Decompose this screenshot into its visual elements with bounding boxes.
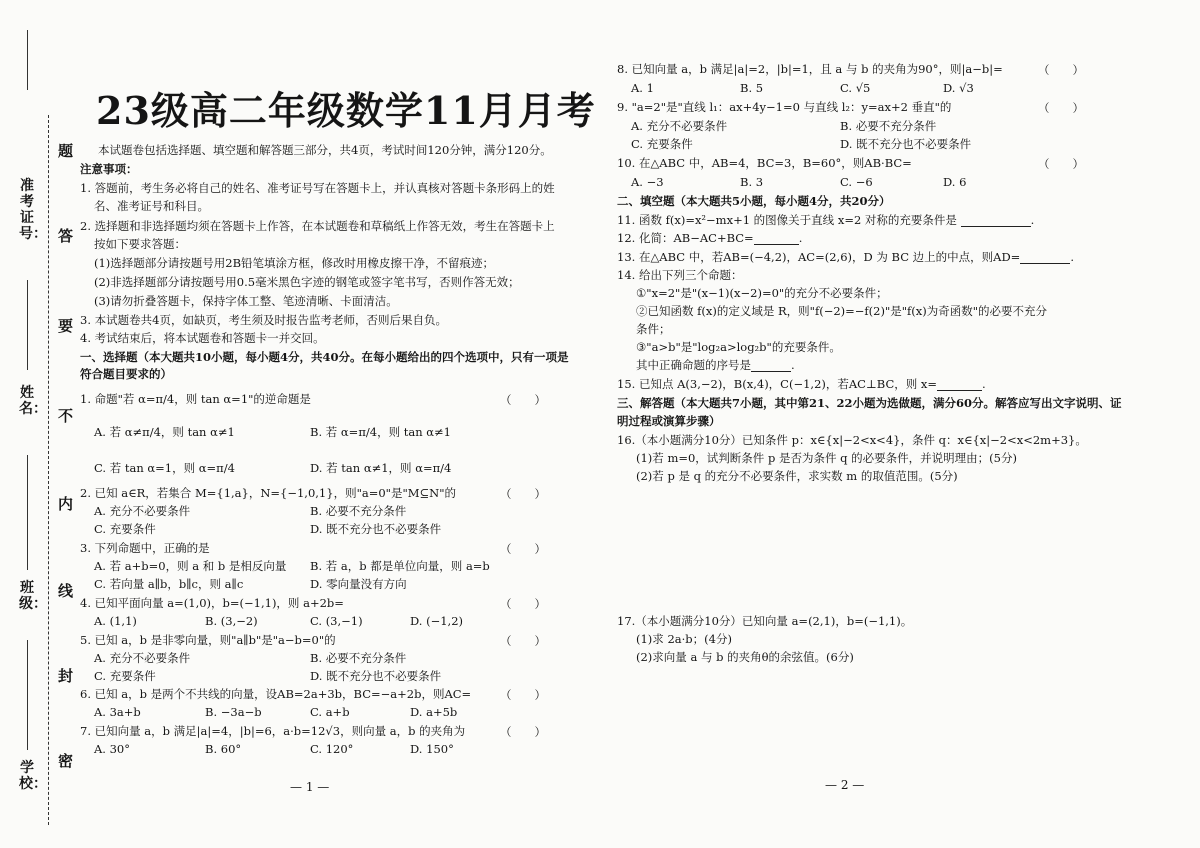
option-d: D. 既不充分也不必要条件 (310, 522, 442, 536)
option-d: D. (−1,2) (410, 614, 464, 628)
option-d: D. a+5b (410, 705, 458, 719)
notice-line: (3)请勿折叠答题卡，保持字体工整、笔迹清晰、卡面清洁。 (94, 294, 398, 308)
option-a: A. (1,1) (94, 614, 137, 628)
question-stem: 5. 已知 a，b 是非零向量，则"a∥b"是"a−b=0"的 (80, 633, 336, 647)
option-d: D. 6 (943, 175, 967, 189)
problem-stem: 16.（本小题满分10分）已知条件 p：x∈{x|−2<x<4}，条件 q：x∈{x|−2<x<2m+3}。 (617, 433, 1087, 447)
section-heading: 一、选择题（本大题共10小题，每小题4分，共40分。在每小题给出的四个选项中，只有一项是 (80, 350, 569, 364)
seal-char: 线 (58, 582, 74, 600)
fill-question-text: 12. 化简：AB−AC+BC= (617, 231, 754, 245)
question-stem: 7. 已知向量 a，b 满足|a|=4，|b|=6，a·b=12√3，则向量 a，b 的夹角为 (80, 724, 466, 738)
school-line (27, 640, 28, 750)
option-b: B. 60° (205, 742, 242, 756)
binding-dashed-line (48, 115, 49, 825)
option-a: A. 30° (94, 742, 130, 756)
seal-char: 密 (58, 752, 74, 770)
notice-line: 3. 本试题卷共4页，如缺页，考生须及时报告监考老师，否则后果自负。 (80, 313, 447, 327)
option-c: C. a+b (310, 705, 350, 719)
answer-bracket: （ ） (1038, 101, 1084, 115)
statement-line: ②已知函数 f(x)的定义域是 R，则"f(−2)=−f(2)"是"f(x)为奇函数"的必要不充分 (636, 304, 1048, 318)
class-label: 班级： (19, 580, 47, 612)
admission-no-label: 准考证号： (19, 178, 47, 242)
answer-blank (961, 216, 1031, 227)
answer-bracket: （ ） (500, 393, 546, 407)
option-b: B. 5 (740, 81, 764, 95)
fill-question: 13. 在△ABC 中，若AB=(−4,2)，AC=(2,6)，D 为 BC 边上的中点，则AD= . (617, 250, 1074, 264)
question-stem: 9. "a=2"是"直线 l₁：ax+4y−1=0 与直线 l₂：y=ax+2 垂直"的 (617, 100, 952, 114)
page-number: — 1 — (290, 780, 330, 794)
notice-line: 4. 考试结束后，将本试题卷和答题卡一并交回。 (80, 331, 325, 345)
fill-question: 11. 函数 f(x)=x²−mx+1 的图像关于直线 x=2 对称的充要条件是 . (617, 213, 1035, 227)
option-b: B. 若 α=π/4，则 tan α≠1 (310, 425, 451, 439)
answer-bracket: （ ） (500, 542, 546, 556)
option-d: D. 既不充分也不必要条件 (840, 137, 972, 151)
fill-question: 12. 化简：AB−AC+BC= . (617, 231, 803, 245)
option-a: A. 充分不必要条件 (631, 119, 728, 133)
option-d: D. 既不充分也不必要条件 (310, 669, 442, 683)
section-heading: 三、解答题（本大题共7小题，其中第21、22小题为选做题，满分60分。解答应写出文字说明、证 (617, 396, 1122, 410)
notice-line: 2. 选择题和非选择题均须在答题卡上作答，在本试题卷和草稿纸上作答无效，考生在答题卡上 (80, 219, 555, 233)
notice-line: 按如下要求答题： (94, 237, 186, 251)
option-a: A. 若 α≠π/4，则 tan α≠1 (94, 425, 235, 439)
option-c: C. 充要条件 (631, 137, 693, 151)
option-a: A. 1 (631, 81, 654, 95)
option-d: D. 零向量没有方向 (310, 577, 407, 591)
answer-blank (754, 234, 799, 245)
option-c: C. (3,−1) (310, 614, 363, 628)
option-b: B. 必要不充分条件 (310, 651, 407, 665)
option-a: A. 充分不必要条件 (94, 651, 191, 665)
answer-bracket: （ ） (500, 688, 546, 702)
statement-line: 条件； (636, 322, 671, 336)
option-d: D. 若 tan α≠1，则 α=π/4 (310, 461, 452, 475)
sub-question: (2)求向量 a 与 b 的夹角θ的余弦值。(6分) (636, 650, 854, 664)
question-stem: 4. 已知平面向量 a=(1,0)，b=(−1,1)，则 a+2b= (80, 596, 344, 610)
question-stem: 6. 已知 a，b 是两个不共线的向量，设AB=2a+3b，BC=−a+2b，则AC= (80, 687, 472, 701)
option-a: A. 若 a+b=0，则 a 和 b 是相反向量 (94, 559, 287, 573)
notice-line: 1. 答题前，考生务必将自己的姓名、准考证号写在答题卡上，并认真核对答题卡条形码上的姓 (80, 181, 555, 195)
fill-question-text: 11. 函数 f(x)=x²−mx+1 的图像关于直线 x=2 对称的充要条件是 (617, 213, 957, 227)
option-d: D. 150° (410, 742, 454, 756)
answer-bracket: （ ） (500, 634, 546, 648)
option-b: B. 必要不充分条件 (310, 504, 407, 518)
seal-char: 要 (58, 317, 74, 335)
option-c: C. 充要条件 (94, 522, 156, 536)
option-a: A. −3 (631, 175, 664, 189)
section-heading: 明过程或演算步骤） (617, 414, 721, 428)
answer-bracket: （ ） (500, 725, 546, 739)
question-stem: 10. 在△ABC 中，AB=4，BC=3，B=60°，则AB·BC= (617, 156, 912, 170)
option-a: A. 充分不必要条件 (94, 504, 191, 518)
answer-blank (937, 380, 982, 391)
seal-char: 答 (58, 227, 74, 245)
option-b: B. (3,−2) (205, 614, 258, 628)
fill-question: 15. 已知点 A(3,−2)，B(x,4)，C(−1,2)，若AC⊥BC，则 x= . (617, 377, 986, 391)
notice-line: (2)非选择题部分请按题号用0.5毫米黑色字迹的钢笔或签字笔书写，否则作答无效； (94, 275, 520, 289)
question-stem: 8. 已知向量 a，b 满足|a|=2，|b|=1，且 a 与 b 的夹角为90°，则|a−b|= (617, 62, 1003, 76)
sub-question: (1)若 m=0，试判断条件 p 是否为条件 q 的必要条件，并说明理由；(5分) (636, 451, 1017, 465)
sub-question: (1)求 2a·b；(4分) (636, 632, 732, 646)
answer-bracket: （ ） (500, 487, 546, 501)
answer-bracket: （ ） (500, 597, 546, 611)
option-c: C. 若 tan α=1，则 α=π/4 (94, 461, 235, 475)
fill-question-text: 15. 已知点 A(3,−2)，B(x,4)，C(−1,2)，若AC⊥BC，则 x= (617, 377, 938, 391)
option-c: C. 充要条件 (94, 669, 156, 683)
section-heading: 二、填空题（本大题共5小题，每小题4分，共20分） (617, 194, 891, 208)
option-c: C. √5 (840, 81, 871, 95)
option-b: B. 必要不充分条件 (840, 119, 937, 133)
option-c: C. 120° (310, 742, 354, 756)
answer-bracket: （ ） (1038, 157, 1084, 171)
page-number: — 2 — (825, 778, 865, 792)
option-b: B. −3a−b (205, 705, 262, 719)
fill-question-text: 13. 在△ABC 中，若AB=(−4,2)，AC=(2,6)，D 为 BC 边上的中点，则AD= (617, 250, 1021, 264)
option-a: A. 3a+b (94, 705, 141, 719)
option-b: B. 3 (740, 175, 764, 189)
notice-line: (1)选择题部分请按题号用2B铅笔填涂方框，修改时用橡皮擦干净，不留痕迹； (94, 256, 495, 270)
class-line (27, 455, 28, 570)
fill-question: 其中正确命题的序号是 . (636, 358, 795, 372)
question-stem: 1. 命题"若 α=π/4，则 tan α=1"的逆命题是 (80, 392, 311, 406)
seal-char: 封 (58, 667, 74, 685)
fill-question-text: 14. 给出下列三个命题： (617, 268, 743, 282)
seal-char: 内 (58, 495, 74, 513)
option-c: C. 若向量 a∥b，b∥c，则 a∥c (94, 577, 244, 591)
name-label: 姓名： (19, 385, 47, 417)
sub-question: (2)若 p 是 q 的充分不必要条件，求实数 m 的取值范围。(5分) (636, 469, 958, 483)
exam-title: 23级高二年级数学11月月考 (96, 88, 596, 133)
name-line (27, 280, 28, 370)
question-stem: 3. 下列命题中，正确的是 (80, 541, 210, 555)
statement-line: ①"x=2"是"(x−1)(x−2)=0"的充分不必要条件； (636, 286, 888, 300)
option-b: B. 若 a，b 都是单位向量，则 a=b (310, 559, 490, 573)
fill-question-text: 其中正确命题的序号是 (636, 358, 751, 372)
seal-char: 题 (58, 142, 74, 160)
option-d: D. √3 (943, 81, 974, 95)
notice-line: 名、准考证号和科目。 (94, 199, 209, 213)
answer-blank (1020, 253, 1070, 264)
school-label: 学校： (19, 760, 47, 792)
intro-text: 本试题卷包括选择题、填空题和解答题三部分，共4页，考试时间120分钟，满分120分。 (98, 143, 552, 157)
option-c: C. −6 (840, 175, 873, 189)
question-stem: 2. 已知 a∈R，若集合 M={1,a}，N={−1,0,1}，则"a=0"是"M⊆N"的 (80, 486, 457, 500)
answer-blank (751, 361, 791, 372)
notice-title: 注意事项： (80, 162, 138, 176)
section-heading: 符合题目要求的） (80, 367, 172, 381)
problem-stem: 17.（本小题满分10分）已知向量 a=(2,1)，b=(−1,1)。 (617, 614, 913, 628)
answer-bracket: （ ） (1038, 63, 1084, 77)
statement-line: ③"a>b"是"log₂a>log₂b"的充要条件。 (636, 340, 841, 354)
admission-no-line (27, 30, 28, 90)
seal-char: 不 (58, 407, 74, 425)
